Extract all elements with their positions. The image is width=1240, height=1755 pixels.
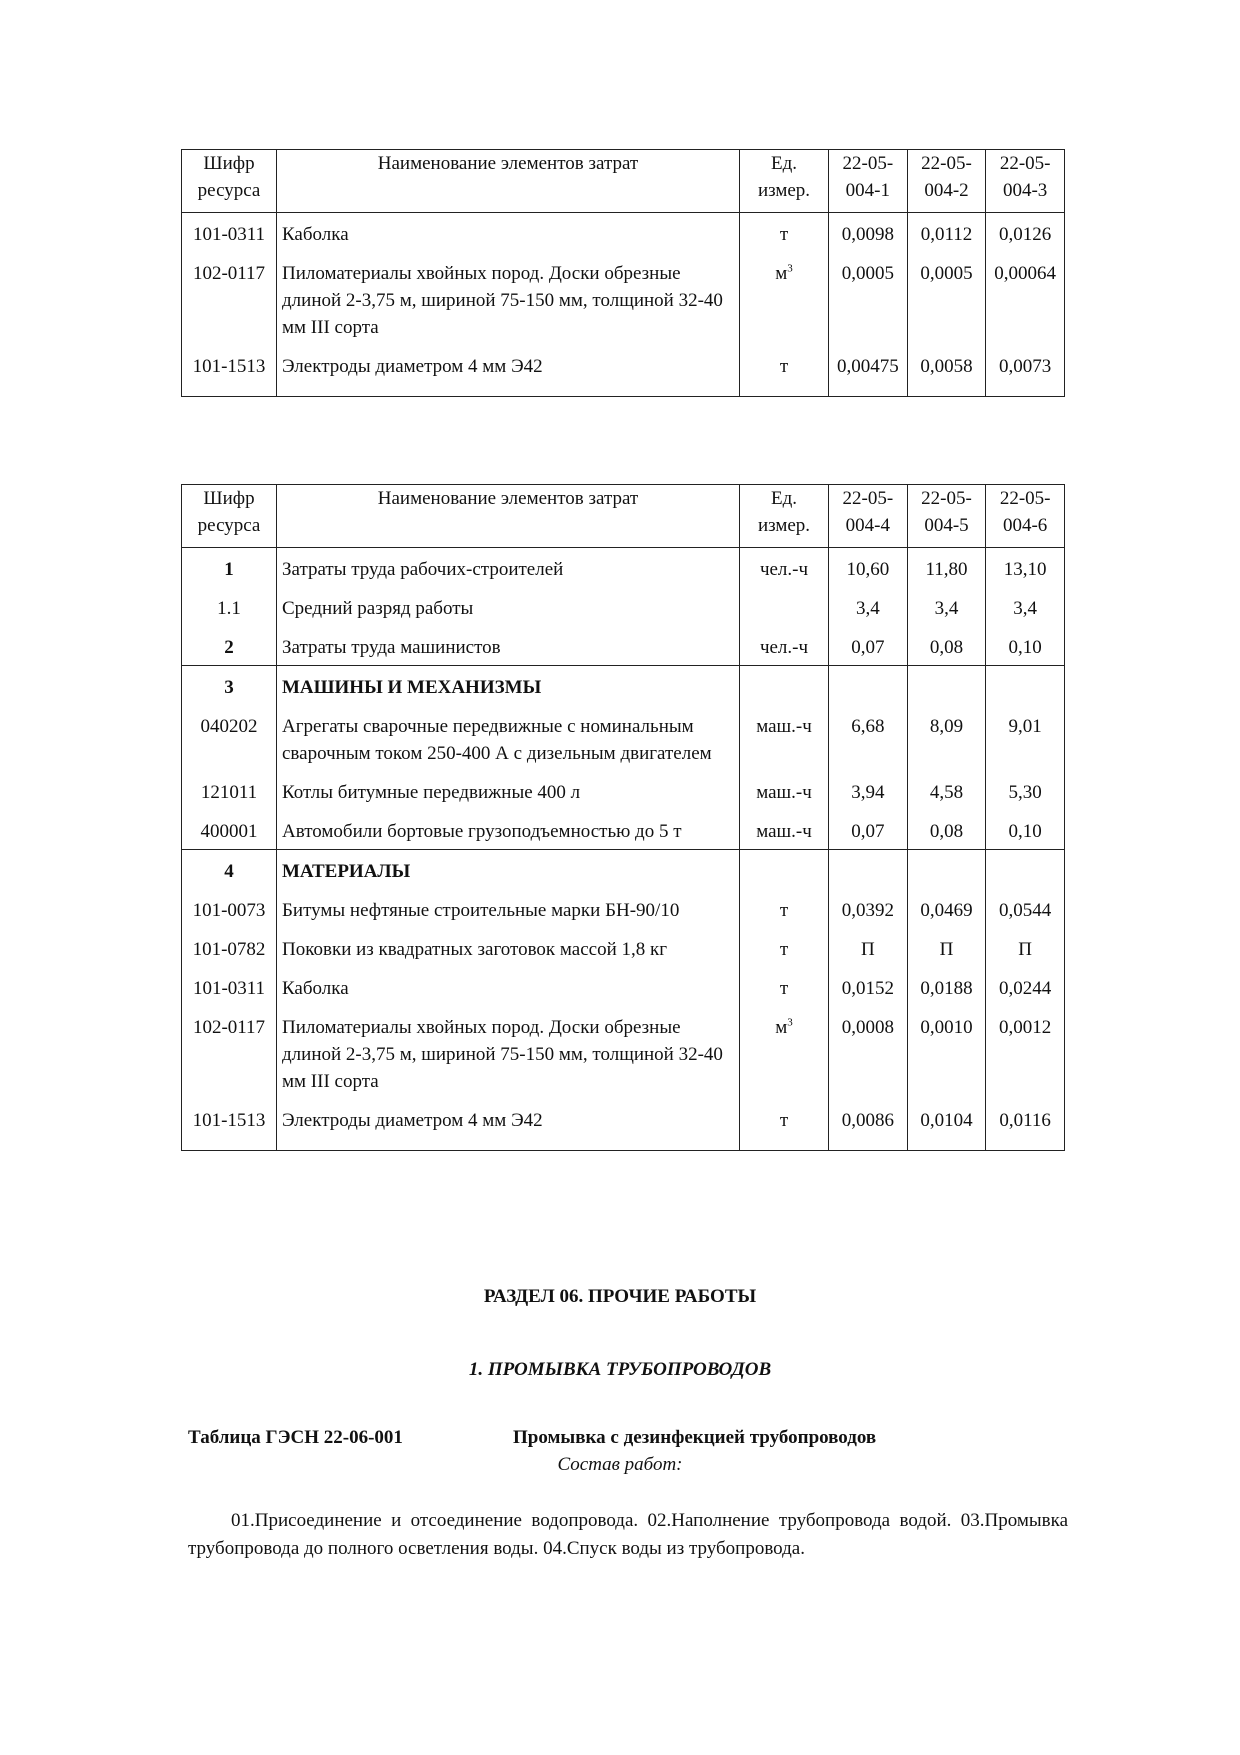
row-value-2: 4,58 xyxy=(907,771,986,810)
table-header-row xyxy=(182,150,1065,213)
header-col-1: 22-05-004-4 xyxy=(829,485,908,548)
row-value-2: 0,0058 xyxy=(907,345,986,397)
header-code: Шифр ресурса xyxy=(182,485,277,548)
row-value-1: 10,60 xyxy=(829,548,908,588)
row-name: Затраты труда машинистов xyxy=(277,626,740,666)
row-value-3: П xyxy=(986,928,1065,967)
row-value-2: 11,80 xyxy=(907,548,986,588)
row-value-1: 0,0152 xyxy=(829,967,908,1006)
header-name: Наименование элементов затрат xyxy=(277,150,740,213)
row-value-3: 13,10 xyxy=(986,548,1065,588)
row-value-2: 0,0112 xyxy=(907,213,986,253)
table-row xyxy=(182,810,1065,850)
row-unit-cell xyxy=(740,252,829,345)
row-value-3: 0,0126 xyxy=(986,213,1065,253)
row-value-1 xyxy=(829,850,908,890)
row-name: Каболка xyxy=(277,213,740,253)
row-name: Поковки из квадратных заготовок массой 1,8 кг xyxy=(277,928,740,967)
row-unit-cell xyxy=(740,1006,829,1099)
row-value-2: 0,0469 xyxy=(907,889,986,928)
row-value-1: П xyxy=(829,928,908,967)
table-row xyxy=(182,1006,1065,1099)
header-unit: Ед. измер. xyxy=(740,485,829,548)
resource-table-2 xyxy=(181,484,1065,1151)
row-value-1: 3,94 xyxy=(829,771,908,810)
header-unit: Ед. измер. xyxy=(740,150,829,213)
row-value-1: 0,0005 xyxy=(829,252,908,345)
row-name: Электроды диаметром 4 мм Э42 xyxy=(277,1099,740,1151)
row-code: 101-1513 xyxy=(182,1099,277,1151)
row-value-1: 0,0392 xyxy=(829,889,908,928)
row-value-3: 0,0073 xyxy=(986,345,1065,397)
work-composition-text: 01.Присоединение и отсоединение водопровода. 02.Наполнение трубопровода водой. 03.Промывка трубопровода до полного осветления воды. 04.Спуск воды из трубопровода. xyxy=(188,1510,1068,1559)
row-code: 3 xyxy=(182,666,277,706)
unit-superscript: 3 xyxy=(787,1016,793,1029)
row-value-2: 0,0005 xyxy=(907,252,986,345)
row-unit: маш.-ч xyxy=(740,771,829,810)
row-value-3: 0,00064 xyxy=(986,252,1065,345)
row-unit: чел.-ч xyxy=(740,626,829,666)
table-row xyxy=(182,967,1065,1006)
row-unit: т xyxy=(740,928,829,967)
row-unit: маш.-ч xyxy=(740,705,829,771)
header-code: Шифр ресурса xyxy=(182,150,277,213)
row-value-2: 0,0188 xyxy=(907,967,986,1006)
table-title: Промывка с дезинфекцией трубопроводов xyxy=(513,1427,877,1448)
table-code: Таблица ГЭСН 22-06-001 xyxy=(188,1427,403,1448)
row-value-3: 9,01 xyxy=(986,705,1065,771)
table-header-row xyxy=(182,485,1065,548)
row-name: Средний разряд работы xyxy=(277,587,740,626)
row-name: Котлы битумные передвижные 400 л xyxy=(277,771,740,810)
row-value-2: 0,08 xyxy=(907,626,986,666)
row-name: Пиломатериалы хвойных пород. Доски обрезные длиной 2-3,75 м, шириной 75-150 мм, толщиной 32-40 мм III сорта xyxy=(277,252,740,345)
table-row xyxy=(182,928,1065,967)
row-value-3: 5,30 xyxy=(986,771,1065,810)
table-row xyxy=(182,345,1065,397)
row-value-1: 0,0086 xyxy=(829,1099,908,1151)
row-code: 101-0311 xyxy=(182,967,277,1006)
row-value-1 xyxy=(829,666,908,706)
row-unit: т xyxy=(740,967,829,1006)
work-composition-label: Состав работ: xyxy=(557,1454,683,1475)
row-unit: м xyxy=(775,1017,788,1038)
row-value-1: 6,68 xyxy=(829,705,908,771)
row-name: МАШИНЫ И МЕХАНИЗМЫ xyxy=(277,666,740,706)
row-value-2: 0,0104 xyxy=(907,1099,986,1151)
row-value-3: 0,0544 xyxy=(986,889,1065,928)
row-unit: т xyxy=(740,1099,829,1151)
row-value-2: 8,09 xyxy=(907,705,986,771)
row-name: Затраты труда рабочих-строителей xyxy=(277,548,740,588)
row-unit xyxy=(740,666,829,706)
header-col-3: 22-05-004-3 xyxy=(986,150,1065,213)
row-code: 1 xyxy=(182,548,277,588)
row-code: 102-0117 xyxy=(182,1006,277,1099)
row-value-3: 0,10 xyxy=(986,810,1065,850)
row-value-3 xyxy=(986,666,1065,706)
row-unit: т xyxy=(740,213,829,253)
header-col-2: 22-05-004-2 xyxy=(907,150,986,213)
row-name: Агрегаты сварочные передвижные с номинальным сварочным током 250-400 А с дизельным двигателем xyxy=(277,705,740,771)
row-code: 400001 xyxy=(182,810,277,850)
row-code: 4 xyxy=(182,850,277,890)
section-row-machines xyxy=(182,666,1065,706)
row-value-3: 0,10 xyxy=(986,626,1065,666)
row-value-1: 3,4 xyxy=(829,587,908,626)
row-name: Пиломатериалы хвойных пород. Доски обрезные длиной 2-3,75 м, шириной 75-150 мм, толщиной 32-40 мм III сорта xyxy=(277,1006,740,1099)
row-value-3: 0,0012 xyxy=(986,1006,1065,1099)
row-code: 102-0117 xyxy=(182,252,277,345)
row-value-1: 0,00475 xyxy=(829,345,908,397)
row-value-2: 3,4 xyxy=(907,587,986,626)
subsection-title: 1. ПРОМЫВКА ТРУБОПРОВОДОВ xyxy=(468,1359,772,1380)
row-value-1: 0,0098 xyxy=(829,213,908,253)
row-value-3: 3,4 xyxy=(986,587,1065,626)
resource-table-1 xyxy=(181,149,1065,397)
table-row xyxy=(182,889,1065,928)
table-row xyxy=(182,213,1065,253)
row-value-2 xyxy=(907,666,986,706)
row-name: Битумы нефтяные строительные марки БН-90/10 xyxy=(277,889,740,928)
row-value-1: 0,07 xyxy=(829,626,908,666)
row-unit: маш.-ч xyxy=(740,810,829,850)
section-title: РАЗДЕЛ 06. ПРОЧИЕ РАБОТЫ xyxy=(483,1286,757,1307)
row-name: Электроды диаметром 4 мм Э42 xyxy=(277,345,740,397)
row-code: 121011 xyxy=(182,771,277,810)
row-unit: т xyxy=(740,889,829,928)
row-value-2: 0,0010 xyxy=(907,1006,986,1099)
row-code: 101-0073 xyxy=(182,889,277,928)
table-row xyxy=(182,1099,1065,1151)
row-value-1: 0,07 xyxy=(829,810,908,850)
row-name: Каболка xyxy=(277,967,740,1006)
row-unit: м xyxy=(775,263,788,284)
row-unit xyxy=(740,587,829,626)
row-code: 101-1513 xyxy=(182,345,277,397)
header-col-3: 22-05-004-6 xyxy=(986,485,1065,548)
table-row xyxy=(182,252,1065,345)
header-col-1: 22-05-004-1 xyxy=(829,150,908,213)
row-value-3: 0,0244 xyxy=(986,967,1065,1006)
row-unit xyxy=(740,850,829,890)
row-code: 2 xyxy=(182,626,277,666)
table-row xyxy=(182,705,1065,771)
row-value-2 xyxy=(907,850,986,890)
table-row xyxy=(182,626,1065,666)
unit-superscript: 3 xyxy=(787,262,793,275)
row-code: 1.1 xyxy=(182,587,277,626)
row-unit: т xyxy=(740,345,829,397)
table-row xyxy=(182,587,1065,626)
row-name: Автомобили бортовые грузоподъемностью до 5 т xyxy=(277,810,740,850)
table-row xyxy=(182,771,1065,810)
section-row-materials xyxy=(182,850,1065,890)
row-value-1: 0,0008 xyxy=(829,1006,908,1099)
row-unit: чел.-ч xyxy=(740,548,829,588)
row-value-2: П xyxy=(907,928,986,967)
header-name: Наименование элементов затрат xyxy=(277,485,740,548)
row-value-3 xyxy=(986,850,1065,890)
table-row xyxy=(182,548,1065,588)
row-code: 101-0311 xyxy=(182,213,277,253)
header-col-2: 22-05-004-5 xyxy=(907,485,986,548)
row-name: МАТЕРИАЛЫ xyxy=(277,850,740,890)
row-value-3: 0,0116 xyxy=(986,1099,1065,1151)
row-code: 040202 xyxy=(182,705,277,771)
row-value-2: 0,08 xyxy=(907,810,986,850)
row-code: 101-0782 xyxy=(182,928,277,967)
